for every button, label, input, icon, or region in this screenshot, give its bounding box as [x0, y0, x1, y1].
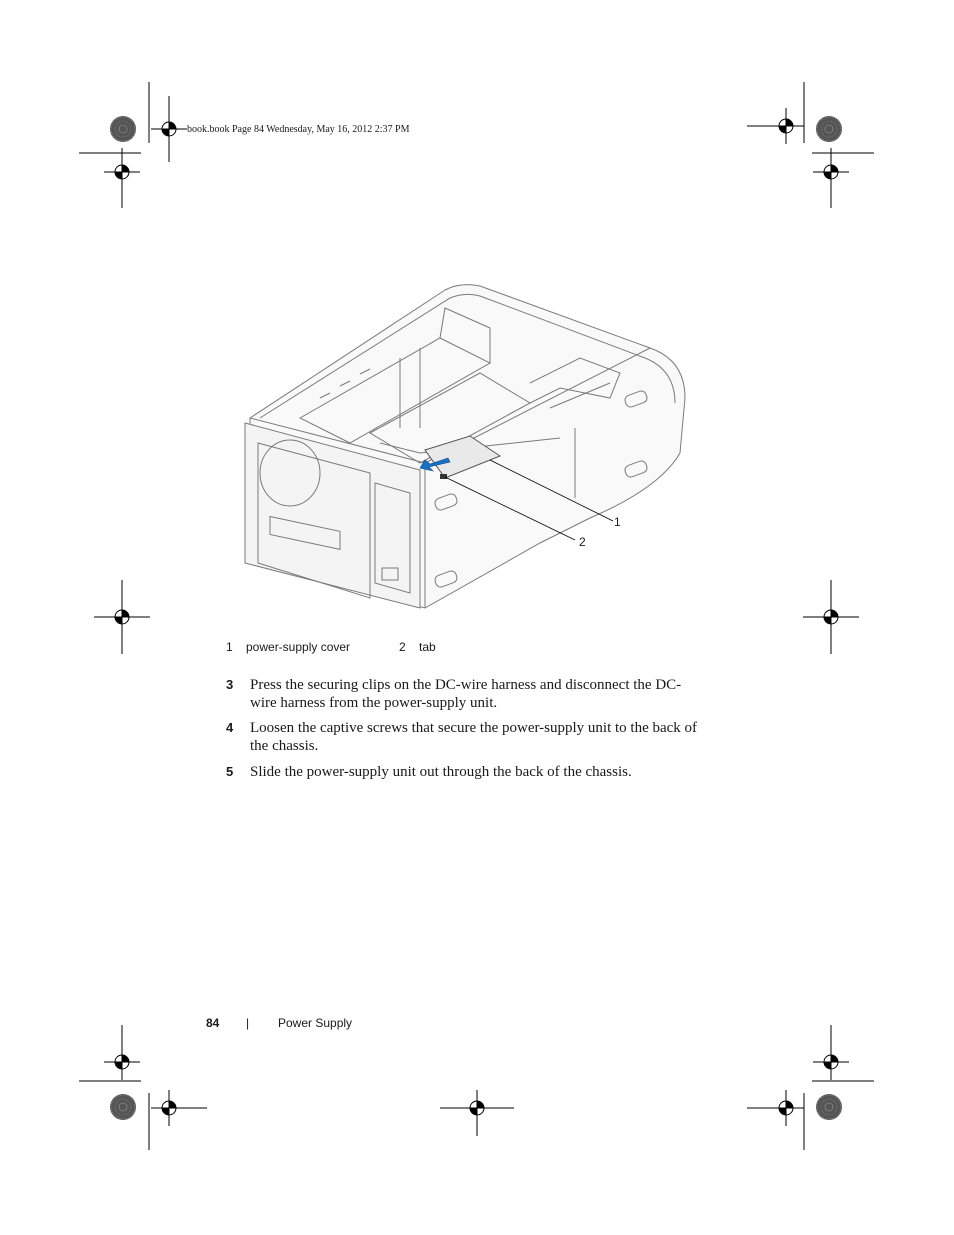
section-title: Power Supply [278, 1016, 353, 1030]
crop-mark-icon [747, 1025, 874, 1150]
registration-mark-icon [768, 108, 804, 144]
callout-label-2: 2 [579, 535, 586, 549]
crop-mark-icon [440, 1090, 514, 1136]
step-number: 3 [226, 677, 234, 692]
step-text [250, 676, 720, 712]
callout-label-1: 1 [614, 515, 621, 529]
footer-separator: | [246, 1016, 250, 1030]
step-text [250, 719, 720, 755]
power-supply-figure [230, 278, 700, 623]
tab [440, 474, 447, 479]
step-3 [226, 676, 726, 712]
caption-label-2: tab [419, 640, 436, 654]
page-number: 84 [206, 1016, 220, 1030]
crop-mark-icon [79, 1025, 207, 1150]
step-4 [226, 719, 726, 755]
caption-label-1: power-supply cover [246, 640, 351, 654]
registration-mark-icon [151, 1090, 187, 1126]
step-5 [226, 763, 726, 781]
color-wheel-icon [816, 1094, 842, 1120]
step-text-line: Press the securing clips on the DC-wire harness and disconnect the DC- [250, 677, 682, 693]
step-text [250, 763, 720, 781]
caption-number-1: 1 [226, 640, 233, 654]
crop-mark-icon [79, 82, 169, 208]
step-number: 4 [226, 720, 234, 735]
color-wheel-icon [110, 116, 136, 142]
crop-mark-icon [747, 82, 874, 208]
step-text-line: Slide the power-supply unit out through the back of the chassis. [250, 764, 632, 780]
caption-number-2: 2 [399, 640, 406, 654]
step-number: 5 [226, 764, 234, 779]
step-text-line: Loosen the captive screws that secure the power-supply unit to the back of [250, 720, 698, 736]
crop-mark-icon [803, 580, 859, 654]
registration-mark-icon [768, 1090, 804, 1126]
color-wheel-icon [816, 116, 842, 142]
step-text-line: the chassis. [250, 738, 319, 754]
crop-mark-icon [94, 580, 150, 654]
step-text-line: wire harness from the power-supply unit. [250, 695, 498, 711]
print-slug: book.book Page 84 Wednesday, May 16, 2012 2:37 PM [187, 124, 410, 135]
color-wheel-icon [110, 1094, 136, 1120]
